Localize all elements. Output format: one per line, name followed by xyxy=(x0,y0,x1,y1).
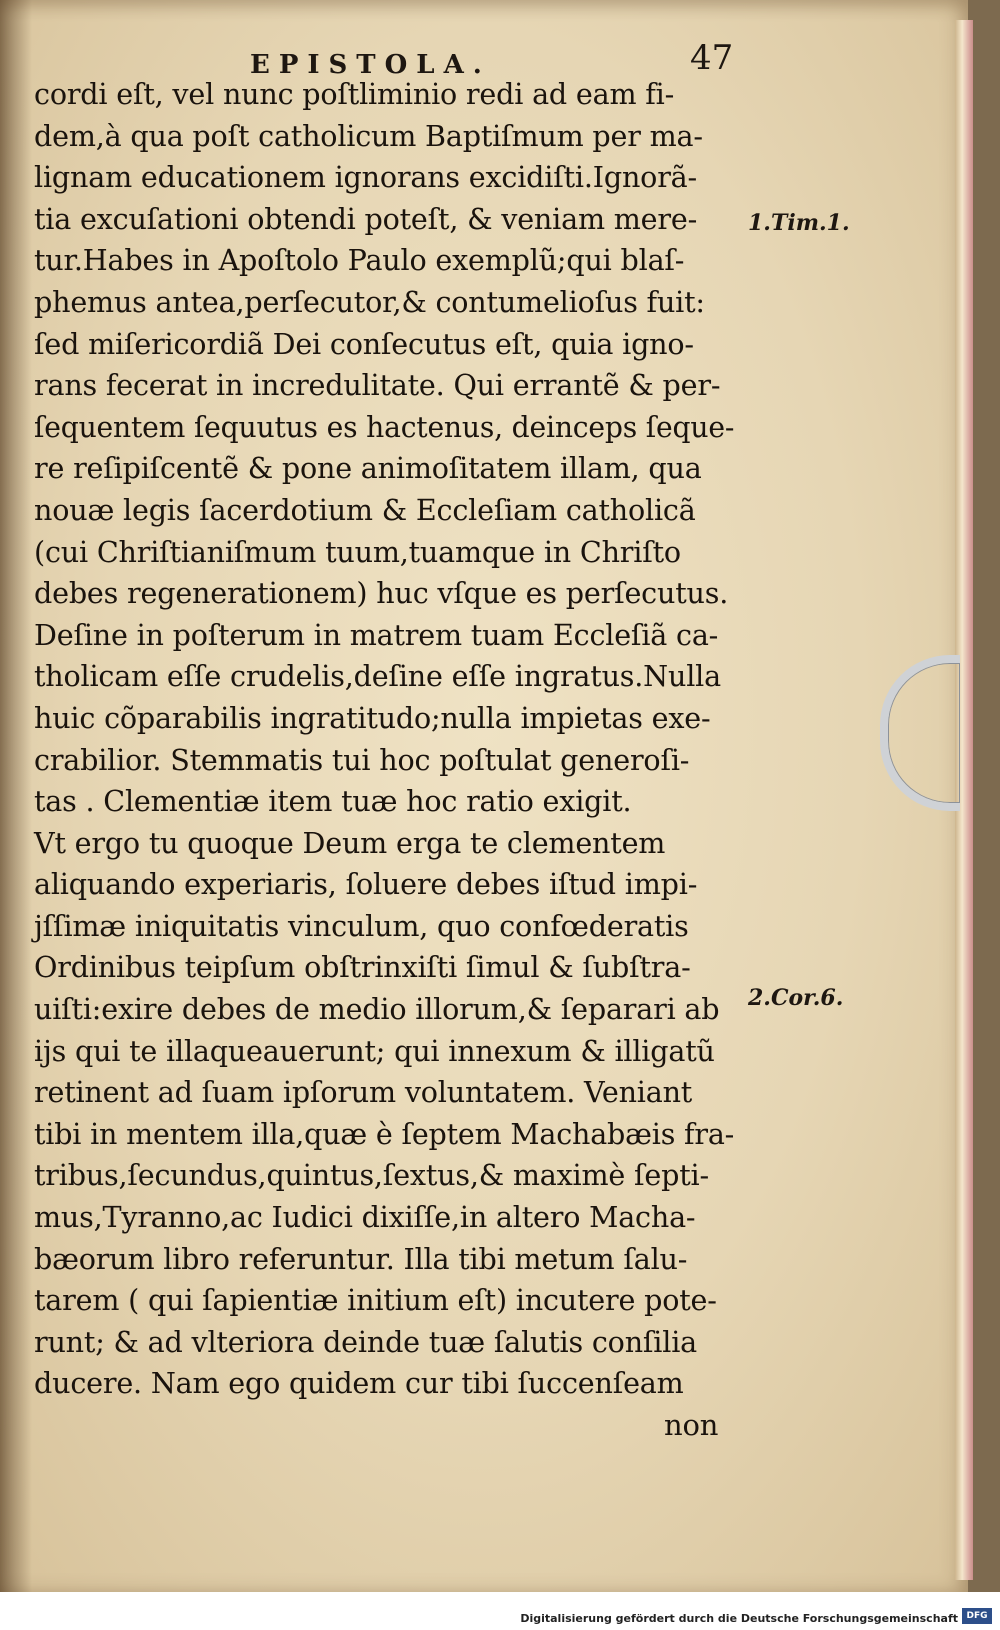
text-line: bæorum libro referuntur. Illa tibi metum ſalu- xyxy=(34,1241,688,1276)
margin-note-cor: 2.Cor.6. xyxy=(748,985,844,1011)
text-line: retinent ad ſuam ipſorum voluntatem. Veniant xyxy=(34,1075,693,1110)
text-line: nouæ legis ſacerdotium & Eccleſiam catholicã xyxy=(34,492,696,527)
text-line: crabilior. Stemmatis tui hoc poſtulat generoſi- xyxy=(34,742,690,777)
text-line: Vt ergo tu quoque Deum erga te clementem xyxy=(34,825,666,860)
text-line: uiſti:exire debes de medio illorum,& ſeparari ab xyxy=(34,992,720,1027)
running-head: EPISTOLA. xyxy=(250,50,491,80)
text-line: tibi in mentem illa,quæ è ſeptem Machabæis fra- xyxy=(34,1116,735,1151)
text-line: jſſimæ iniquitatis vinculum, quo confœderatis xyxy=(34,908,689,943)
text-line: tarem ( qui ſapientiæ initium eſt) incutere pote- xyxy=(34,1283,717,1318)
text-line: mus,Tyranno,ac Iudici dixiſſe,in altero Macha- xyxy=(34,1200,696,1235)
text-line: tas . Clementiæ item tuæ hoc ratio exigit. xyxy=(34,784,632,819)
text-line: ſequentem ſequutus es hactenus, deinceps ſeque- xyxy=(34,409,735,444)
text-line: tribus,ſecundus,quintus,ſextus,& maximè ſepti- xyxy=(34,1158,709,1193)
text-line: aliquando experiaris, ſoluere debes iſtud impi- xyxy=(34,867,698,902)
text-line: debes regenerationem) huc vſque es perſecutus. xyxy=(34,576,729,611)
text-line: lignam educationem ignorans excidiſti.Ignorã- xyxy=(34,160,697,195)
dfg-logo: DFG xyxy=(962,1608,992,1624)
text-line: phemus antea,perſecutor,& contumelioſus fuit: xyxy=(34,284,705,319)
text-line: re reſipiſcentẽ & pone animoſitatem illam, qua xyxy=(34,451,702,486)
text-line: (cui Chriſtianiſmum tuum,tuamque in Chriſto xyxy=(34,534,681,569)
text-line: tholicam eſſe crudelis,deſine eſſe ingratus.Nulla xyxy=(34,659,721,694)
text-line: ſed miſericordiã Dei conſecutus eſt, quia igno- xyxy=(34,326,694,361)
text-line: non xyxy=(664,1408,719,1442)
text-line: tia excuſationi obtendi poteſt, & veniam mere- xyxy=(34,201,698,236)
text-line: ijs qui te illaqueauerunt; qui innexum & illigatũ xyxy=(34,1033,715,1068)
text-line: huic cõparabilis ingratitudo;nulla impietas exe- xyxy=(34,700,711,735)
spine-shadow xyxy=(0,0,32,1592)
text-line: Ordinibus teipſum obſtrinxiſti ſimul & ſubſtra- xyxy=(34,950,691,985)
text-line: cordi eſt, vel nunc poſtliminio redi ad eam fi- xyxy=(34,77,675,111)
body-text xyxy=(34,74,744,1447)
margin-note-tim: 1.Tim.1. xyxy=(748,210,850,236)
text-line: runt; & ad vlteriora deinde tuæ ſalutis conſilia xyxy=(34,1324,697,1359)
text-line: rans fecerat in incredulitate. Qui errantẽ & per- xyxy=(34,368,721,403)
text-line: Deſine in poſterum in matrem tuam Eccleſiã ca- xyxy=(34,617,719,652)
text-line: tur.Habes in Apoſtolo Paulo exemplũ;qui blaſ- xyxy=(34,243,685,278)
text-line: ducere. Nam ego quidem cur tibi ſuccenſeam xyxy=(34,1366,684,1401)
footer-credit: Digitalisierung gefördert durch die Deutsche Forschungsgemeinschaft xyxy=(520,1612,958,1625)
page-number: 47 xyxy=(690,38,734,78)
text-line: dem,à qua poſt catholicum Baptiſmum per ma- xyxy=(34,118,703,153)
